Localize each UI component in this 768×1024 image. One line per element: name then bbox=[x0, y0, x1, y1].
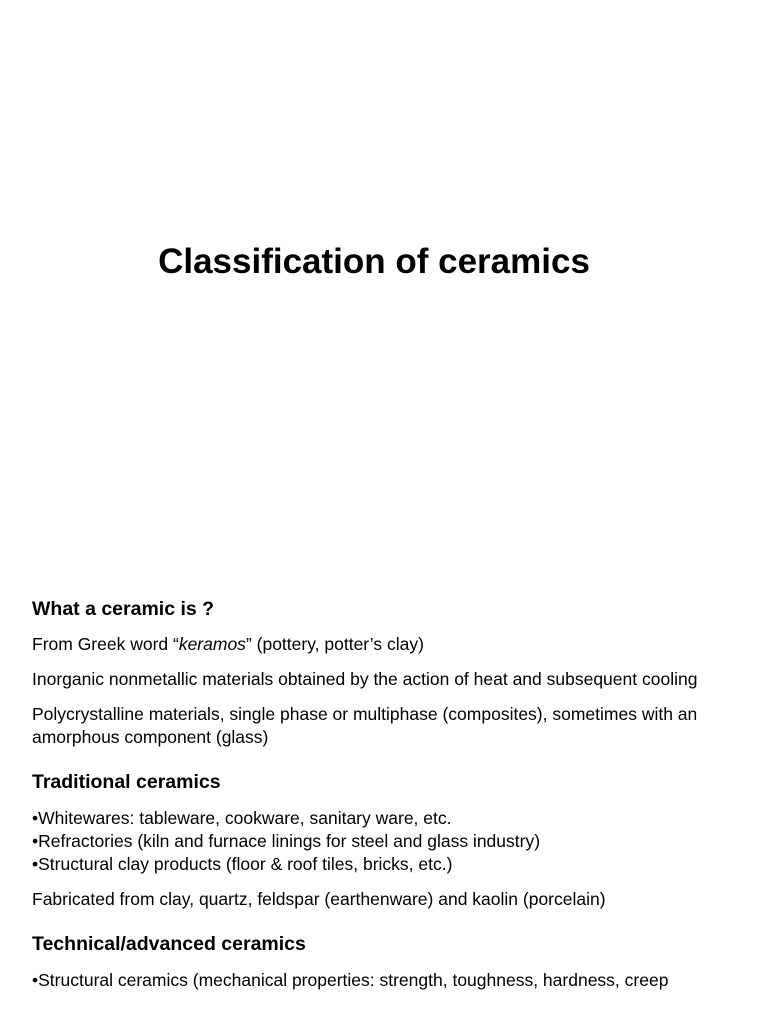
keramos-term: keramos bbox=[178, 634, 246, 654]
heading-traditional-ceramics: Traditional ceramics bbox=[32, 771, 221, 793]
technical-ceramics-list bbox=[32, 969, 747, 992]
paragraph-greek-origin bbox=[32, 633, 747, 656]
paragraph-fabrication: Fabricated from clay, quartz, feldspar (earthenware) and kaolin (porcelain) bbox=[32, 889, 606, 909]
traditional-ceramics-list bbox=[32, 807, 747, 876]
paragraph-polycrystalline: Polycrystalline materials, single phase or multiphase (composites), sometimes with an amorphous component (glass) bbox=[32, 704, 698, 747]
document-body bbox=[32, 597, 747, 992]
heading-what-a-ceramic-is: What a ceramic is ? bbox=[32, 598, 215, 620]
page-title: Classification of ceramics bbox=[158, 242, 590, 281]
list-item: •Whitewares: tableware, cookware, sanitary ware, etc. bbox=[32, 808, 452, 828]
greek-origin-text-end: ” (pottery, potter’s clay) bbox=[245, 634, 424, 654]
greek-origin-text-start: From Greek word “ bbox=[32, 634, 179, 654]
list-item: •Structural ceramics (mechanical properties: strength, toughness, hardness, creep bbox=[32, 970, 669, 990]
heading-technical-ceramics: Technical/advanced ceramics bbox=[32, 933, 306, 955]
list-item: •Structural clay products (floor & roof tiles, bricks, etc.) bbox=[32, 854, 453, 874]
paragraph-inorganic-definition: Inorganic nonmetallic materials obtained by the action of heat and subsequent cooling bbox=[32, 669, 698, 689]
list-item: •Refractories (kiln and furnace linings for steel and glass industry) bbox=[32, 831, 541, 851]
